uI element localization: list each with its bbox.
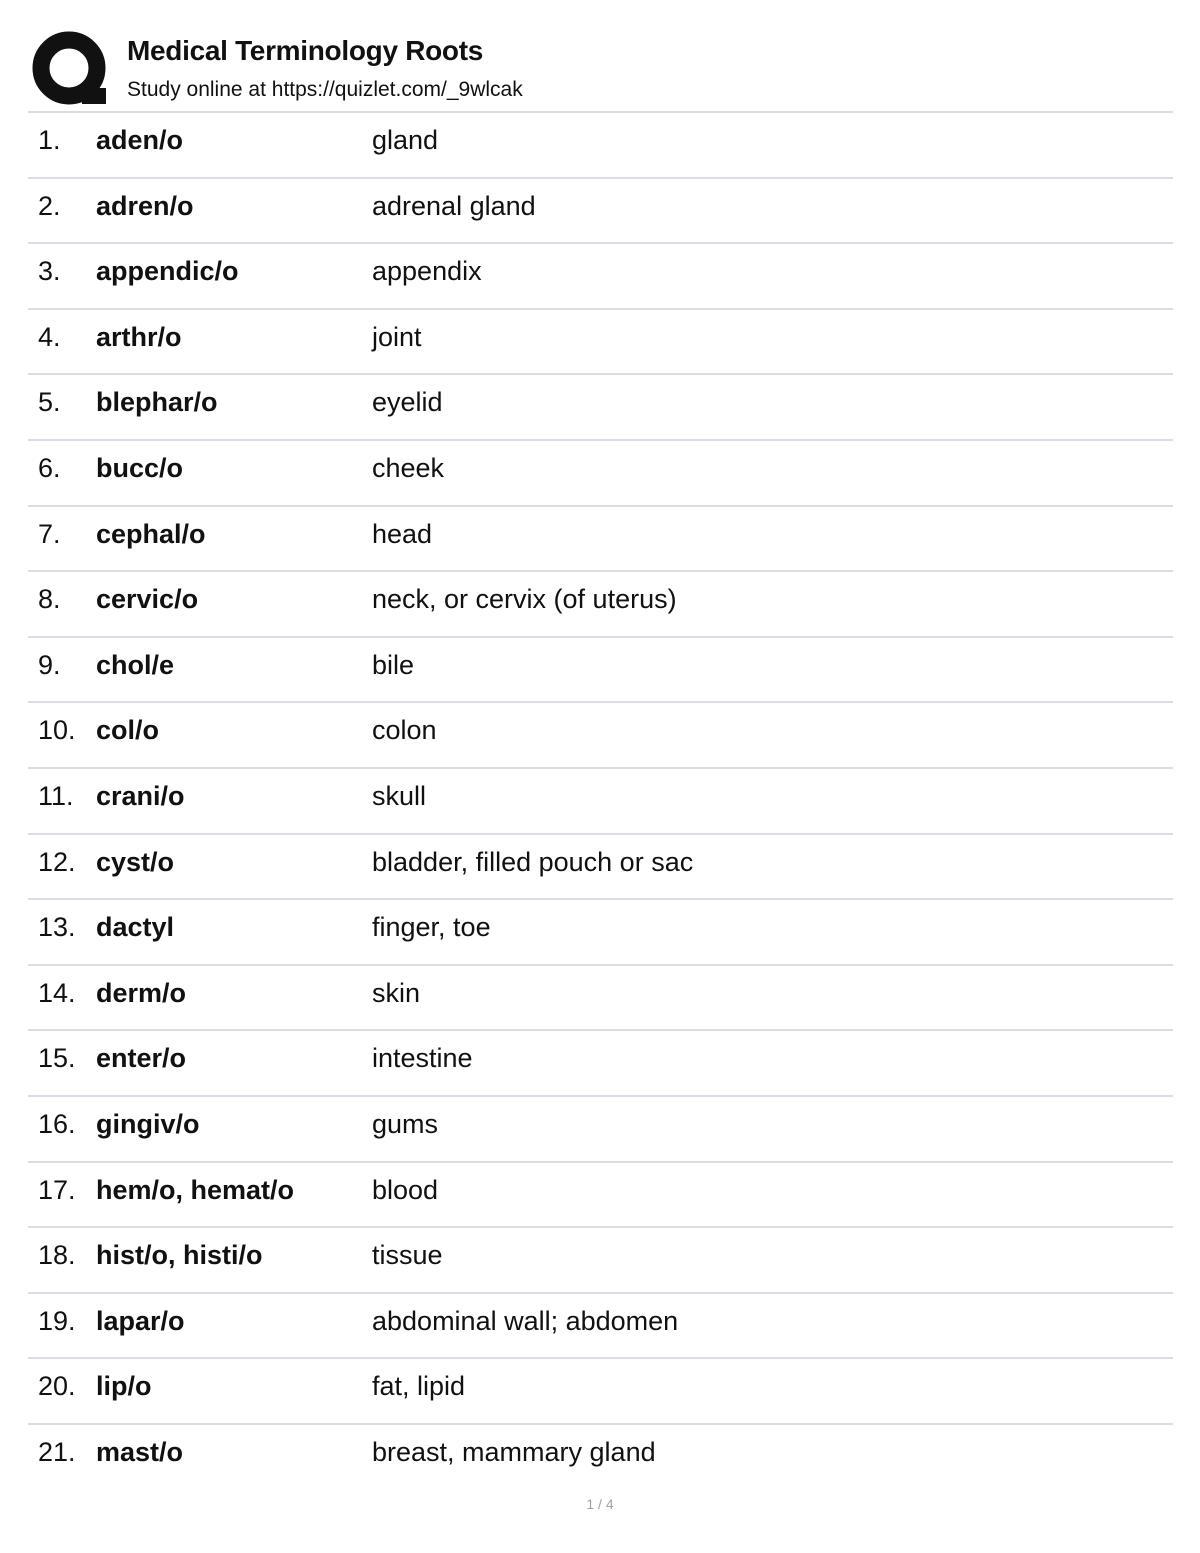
term-definition: appendix xyxy=(372,256,482,287)
term-definition: head xyxy=(372,518,433,549)
term-row xyxy=(28,636,1173,702)
term-number: 19. xyxy=(38,1305,76,1336)
term-root: dactyl xyxy=(96,912,175,943)
term-root: hem/o, hemat/o xyxy=(96,1174,295,1205)
term-definition: eyelid xyxy=(372,387,443,418)
term-row xyxy=(28,833,1173,899)
quizlet-logo-icon xyxy=(32,30,110,108)
term-definition: gland xyxy=(372,125,439,155)
term-number: 9. xyxy=(38,649,61,680)
term-definition: finger, toe xyxy=(372,912,491,943)
term-root: col/o xyxy=(96,715,160,746)
term-number: 20. xyxy=(38,1371,76,1402)
term-row xyxy=(28,1357,1173,1423)
term-row xyxy=(28,570,1173,636)
page-indicator: 1 / 4 xyxy=(586,1496,614,1512)
term-number: 18. xyxy=(38,1240,76,1271)
term-definition: joint xyxy=(372,321,422,352)
term-row xyxy=(28,1292,1173,1358)
term-root: cephal/o xyxy=(96,518,206,549)
term-definition: gums xyxy=(372,1108,439,1139)
page-header xyxy=(28,28,1173,112)
term-row xyxy=(28,111,1173,177)
term-root: arthr/o xyxy=(96,321,182,352)
term-definition: tissue xyxy=(372,1240,443,1271)
term-definition: blood xyxy=(372,1174,439,1205)
term-root: cervic/o xyxy=(96,584,199,615)
term-root: lapar/o xyxy=(96,1305,185,1336)
term-number: 4. xyxy=(38,321,61,352)
term-number: 17. xyxy=(38,1174,76,1205)
term-root: cyst/o xyxy=(96,846,175,877)
term-number: 12. xyxy=(38,846,76,877)
term-number: 2. xyxy=(38,190,61,221)
term-number: 15. xyxy=(38,1043,76,1074)
term-definition: bladder, filled pouch or sac xyxy=(372,846,694,877)
term-row xyxy=(28,505,1173,571)
term-definition: neck, or cervix (of uterus) xyxy=(372,584,677,615)
term-row xyxy=(28,373,1173,439)
term-definition: adrenal gland xyxy=(372,190,536,221)
term-number: 7. xyxy=(38,518,61,549)
term-definition: colon xyxy=(372,715,437,746)
term-number: 8. xyxy=(38,584,61,615)
term-row xyxy=(28,964,1173,1030)
term-definition: abdominal wall; abdomen xyxy=(372,1305,679,1336)
term-row xyxy=(28,242,1173,308)
term-row xyxy=(28,439,1173,505)
term-row xyxy=(28,1095,1173,1161)
term-root: aden/o xyxy=(96,125,184,155)
term-root: chol/e xyxy=(96,649,175,680)
term-number: 1. xyxy=(38,125,61,155)
term-list xyxy=(28,111,1173,1488)
term-row xyxy=(28,177,1173,243)
term-number: 13. xyxy=(38,912,76,943)
term-number: 10. xyxy=(38,715,76,746)
term-root: derm/o xyxy=(96,977,187,1008)
term-root: hist/o, histi/o xyxy=(96,1240,263,1271)
term-definition: cheek xyxy=(372,452,445,483)
term-number: 5. xyxy=(38,387,61,418)
term-root: adren/o xyxy=(96,190,194,221)
term-row xyxy=(28,701,1173,767)
term-definition: skin xyxy=(372,977,421,1008)
term-row xyxy=(28,308,1173,374)
term-row xyxy=(28,898,1173,964)
term-root: bucc/o xyxy=(96,452,184,483)
term-number: 21. xyxy=(38,1436,76,1467)
page-title: Medical Terminology Roots xyxy=(127,35,484,66)
term-root: lip/o xyxy=(96,1371,152,1402)
term-definition: breast, mammary gland xyxy=(372,1436,656,1467)
term-number: 6. xyxy=(38,452,61,483)
term-definition: fat, lipid xyxy=(372,1371,466,1402)
term-number: 11. xyxy=(38,780,74,811)
term-row xyxy=(28,1029,1173,1095)
study-online-link[interactable]: Study online at https://quizlet.com/_9wlcak xyxy=(127,78,523,101)
term-definition: bile xyxy=(372,649,415,680)
term-row xyxy=(28,1423,1173,1489)
term-root: gingiv/o xyxy=(96,1108,200,1139)
term-root: crani/o xyxy=(96,780,185,811)
term-number: 16. xyxy=(38,1108,76,1139)
term-root: blephar/o xyxy=(96,387,218,418)
term-root: mast/o xyxy=(96,1436,184,1467)
term-root: enter/o xyxy=(96,1043,187,1074)
term-number: 3. xyxy=(38,256,61,287)
term-row xyxy=(28,1226,1173,1292)
term-row xyxy=(28,767,1173,833)
term-root: appendic/o xyxy=(96,256,239,287)
term-definition: skull xyxy=(372,780,427,811)
term-definition: intestine xyxy=(372,1043,473,1074)
term-row xyxy=(28,1161,1173,1227)
term-number: 14. xyxy=(38,977,76,1008)
